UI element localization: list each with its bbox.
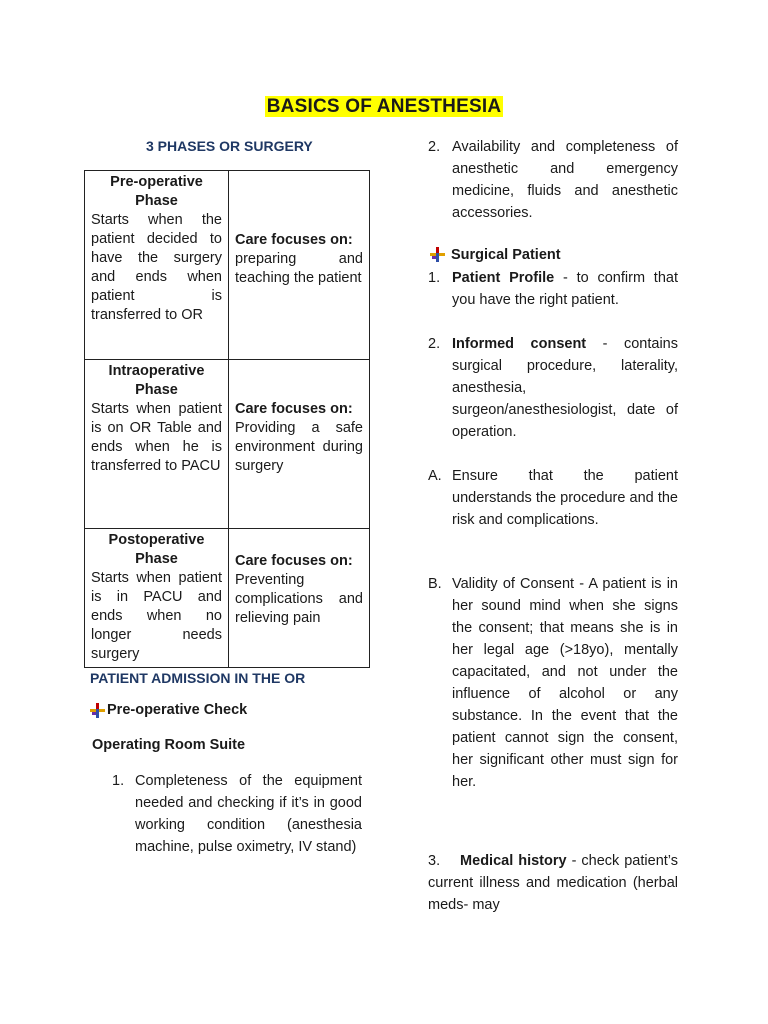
item-number: 1. <box>112 773 125 789</box>
item-number: 2. <box>428 336 441 352</box>
item-text: Completeness of the equipment needed and checking if it’s in good working condition (anesthesia machine, pulse oximetry, IV stand) <box>135 773 362 855</box>
item-bold: Medical history <box>460 853 567 869</box>
item-bold: Patient Profile <box>452 270 555 286</box>
care-cell <box>229 360 370 529</box>
item-body: - contains surgical procedure, laterality, anesthesia, surgeon/anesthesiologist, date of operation. <box>452 336 678 440</box>
item-bold: Informed consent <box>452 336 587 352</box>
care-text: preparing and teaching the patient <box>235 251 363 286</box>
item-number: A. <box>428 468 442 484</box>
item-body: - to confirm that you have the right patient. <box>452 270 678 308</box>
care-label: Care focuses on: <box>235 553 353 569</box>
care-cell <box>229 171 370 360</box>
or-suite-heading: Operating Room Suite <box>92 737 246 753</box>
page-title-text: BASICS OF ANESTHESIA <box>266 96 502 117</box>
page-title <box>0 94 768 120</box>
or-item <box>428 136 678 224</box>
phase-cell <box>85 171 229 360</box>
table-row <box>85 529 370 668</box>
or-item <box>112 770 362 858</box>
care-cell <box>229 529 370 668</box>
phase-cell <box>85 360 229 529</box>
item-text <box>428 850 678 916</box>
patient-item <box>428 333 678 443</box>
medical-history-item <box>428 850 678 916</box>
phase-description: Starts when patient is in PACU and ends when no longer needs surgery <box>91 570 222 662</box>
phase-description: Starts when the patient decided to have the surgery and ends when patient is transferred to OR <box>91 212 222 323</box>
care-text: Preventing complications and relieving pain <box>235 572 363 626</box>
bullet-arrow-icon <box>430 247 445 262</box>
phase-name: Intraoperative Phase <box>108 363 205 398</box>
item-number: 3. <box>428 853 441 869</box>
phases-heading: 3 PHASES OR SURGERY <box>146 138 313 154</box>
care-label: Care focuses on: <box>235 232 353 248</box>
item-text: Validity of Consent - A patient is in her sound mind when she signs the consent; that means she is in her legal age (>18yo), mentally capacitated, and not under the influence of alcohol or any substance. In the event that the patient cannot sign the consent, her significant other must sign for her. <box>452 576 678 790</box>
item-number: B. <box>428 576 442 592</box>
surgical-patient-heading: Surgical Patient <box>451 247 561 263</box>
bullet-arrow-icon <box>90 703 105 718</box>
item-text <box>452 333 678 443</box>
phases-table <box>84 170 370 668</box>
item-number: 1. <box>428 270 441 286</box>
phase-cell <box>85 529 229 668</box>
item-text <box>452 267 678 311</box>
table-row <box>85 360 370 529</box>
table-row <box>85 171 370 360</box>
item-text: Availability and completeness of anesthetic and emergency medicine, fluids and anesthetic accessories. <box>452 139 678 221</box>
preop-check-heading: Pre-operative Check <box>107 702 248 718</box>
item-number: 2. <box>428 139 441 155</box>
item-body: - check patient’s current illness and medication (herbal meds- may <box>428 853 678 913</box>
phase-name: Pre-operative Phase <box>110 174 203 209</box>
phase-description: Starts when patient is on OR Table and ends when he is transferred to PACU <box>91 401 222 474</box>
patient-item <box>428 267 678 311</box>
patient-item <box>428 465 678 531</box>
patient-item <box>428 573 678 793</box>
care-label: Care focuses on: <box>235 401 353 417</box>
item-text: Ensure that the patient understands the procedure and the risk and complications. <box>452 468 678 528</box>
care-text: Providing a safe environment during surgery <box>235 420 363 474</box>
admission-heading: PATIENT ADMISSION IN THE OR <box>90 670 306 686</box>
phase-name: Postoperative Phase <box>108 532 205 567</box>
